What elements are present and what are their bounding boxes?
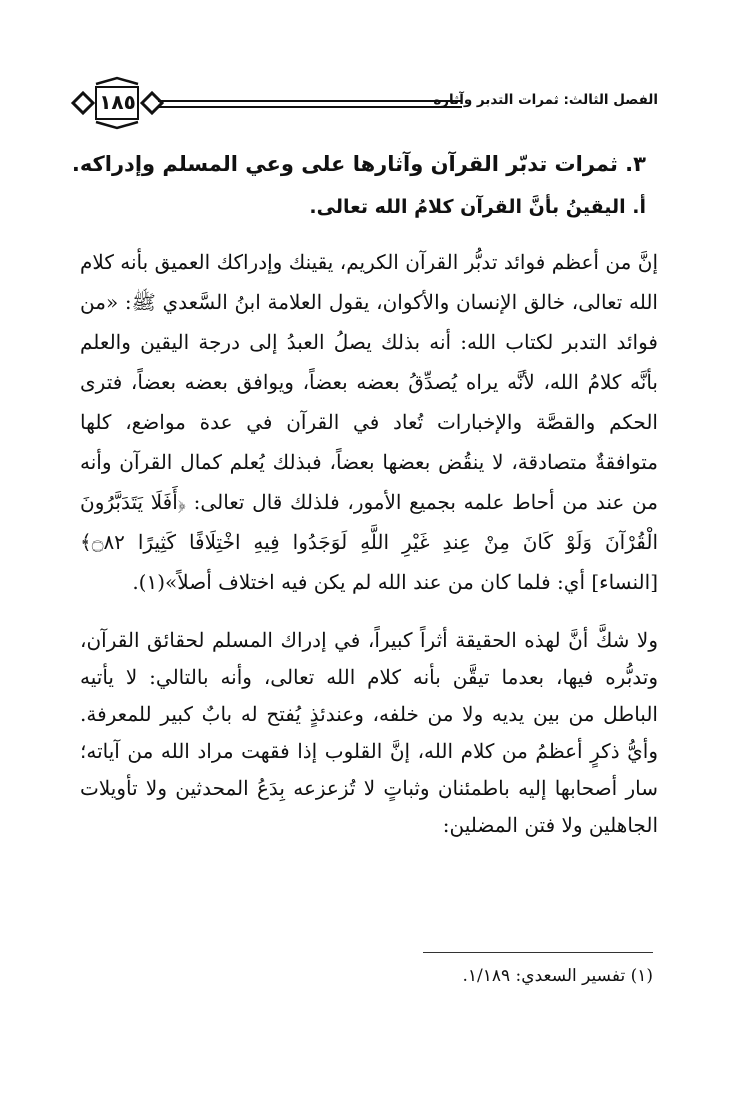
- chapter-title: الفصل الثالث: ثمرات التدبر وآثاره: [433, 92, 658, 108]
- header-rule: [158, 100, 462, 108]
- footnote: (١) تفسير السعدي: ١/١٨٩.: [462, 966, 653, 986]
- section-heading: ٣. ثمرات تدبّر القرآن وآثارها على وعي المسلم وإدراكه.: [71, 152, 646, 176]
- subheading: أ. اليقينُ بأنَّ القرآن كلامُ الله تعالى.: [309, 196, 646, 218]
- page-header: [70, 76, 658, 130]
- page-number-ornament: [70, 76, 165, 130]
- body-paragraph: إنَّ من أعظم فوائد تدبُّر القرآن الكريم، يقينك وإدراكك العميق بأنه كلام الله تعالى، خالق الإنسان والأكوان، يقول العلامة ابنُ السَّعدي ﷺ: «من فوائد التدبر لكتاب الله: أنه بذلك يصلُ العبدُ إلى درجة اليقين والعلم بأنَّه كلامُ الله، لأنَّه يراه يُصدِّقُ بعضه بعضاً، ويوافق بعضه بعضاً، فترى الحكم والقصَّة والإخبارات تُعاد في القرآن في عدة مواضع، كلها متوافقةٌ متصادقة، لا ينقُض بعضها بعضاً، فبذلك يُعلم كمال القرآن وأنه من عند من أحاط علمه بجميع الأمور، فلذلك قال تعالى: ﴿أَفَلَا يَتَدَبَّرُونَ الْقُرْآنَ وَلَوْ كَانَ مِنْ عِندِ غَيْرِ اللَّهِ لَوَجَدُوا فِيهِ اخْتِلَافًا كَثِيرًا ۝٨٢﴾ [النساء] أي: فلما كان من عند الله لم يكن فيه اختلاف أصلاً»(١).: [80, 250, 658, 594]
- body-paragraph: ولا شكَّ أنَّ لهذه الحقيقة أثراً كبيراً، في إدراك المسلم لحقائق القرآن، وتدبُّره فيها، بعدما تيقَّن بأنه كلام الله تعالى، وأنه بالتالي: لا يأتيه الباطل من بين يديه ولا من خلفه، وعندئذٍ يُفتح له بابٌ كبير للمعرفة. وأيُّ ذكرٍ أعظمُ من كلام الله، إنَّ القلوب إذا فقهت مراد الله من آياته؛ سار أصحابها إليه باطمئنان وثباتٍ لا تُزعزعه بِدَعُ المحدثين ولا تأويلات الجاهلين ولا فتن المضلين:: [80, 628, 658, 837]
- page-number: ١٨٥: [99, 90, 136, 114]
- footnote-divider: [423, 952, 653, 953]
